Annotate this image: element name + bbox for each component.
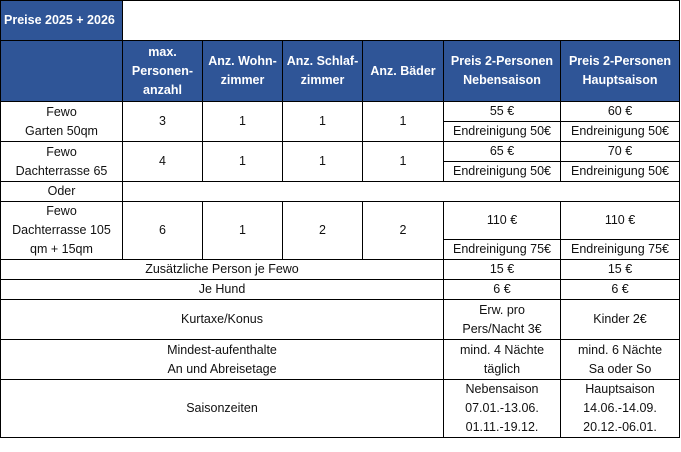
header-price-high-season: Preis 2-Personen Hauptsaison [561, 41, 680, 102]
unit-living-rooms: 1 [203, 202, 283, 260]
unit-bathrooms: 2 [363, 202, 444, 260]
price-high-season: 60 € [561, 102, 680, 122]
cleaning-off-season: Endreinigung 75€ [444, 240, 561, 260]
table-row [1, 300, 680, 340]
seasons-high: Hauptsaison 14.06.-14.09. 20.12.-06.01. [561, 380, 680, 438]
unit-bathrooms: 1 [363, 142, 444, 182]
kurtaxe-adults: Erw. pro Pers/Nacht 3€ [444, 300, 561, 340]
unit-persons: 6 [123, 202, 203, 260]
extra-person-off-season: 15 € [444, 260, 561, 280]
price-off-season: 55 € [444, 102, 561, 122]
unit-bedrooms: 2 [283, 202, 363, 260]
cleaning-high-season: Endreinigung 50€ [561, 162, 680, 182]
cleaning-off-season: Endreinigung 50€ [444, 162, 561, 182]
dog-label: Je Hund [1, 280, 444, 300]
table-title: Preise 2025 + 2026 [1, 1, 123, 41]
kurtaxe-label: Kurtaxe/Konus [1, 300, 444, 340]
price-high-season: 70 € [561, 142, 680, 162]
min-stay-high-season: mind. 6 Nächte Sa oder So [561, 340, 680, 380]
oder-label: Oder [1, 182, 123, 202]
kurtaxe-children: Kinder 2€ [561, 300, 680, 340]
price-off-season: 65 € [444, 142, 561, 162]
unit-persons: 4 [123, 142, 203, 182]
seasons-label: Saisonzeiten [1, 380, 444, 438]
unit-living-rooms: 1 [203, 102, 283, 142]
header-bedrooms: Anz. Schlaf- zimmer [283, 41, 363, 102]
header-bathrooms: Anz. Bäder [363, 41, 444, 102]
table-row [1, 340, 680, 380]
min-stay-label: Mindest-aufenthalte An und Abreisetage [1, 340, 444, 380]
table-row [1, 102, 680, 122]
unit-bathrooms: 1 [363, 102, 444, 142]
unit-bedrooms: 1 [283, 102, 363, 142]
unit-persons: 3 [123, 102, 203, 142]
title-empty-cell [123, 1, 680, 41]
dog-high-season: 6 € [561, 280, 680, 300]
table-row [1, 380, 680, 438]
dog-off-season: 6 € [444, 280, 561, 300]
header-living-rooms: Anz. Wohn- zimmer [203, 41, 283, 102]
price-off-season: 110 € [444, 202, 561, 240]
seasons-off: Nebensaison 07.01.-13.06. 01.11.-19.12. [444, 380, 561, 438]
unit-name: Fewo Dachterrasse 65 [1, 142, 123, 182]
unit-bedrooms: 1 [283, 142, 363, 182]
cleaning-high-season: Endreinigung 50€ [561, 122, 680, 142]
unit-name: Fewo Dachterrasse 105 qm + 15qm [1, 202, 123, 260]
unit-living-rooms: 1 [203, 142, 283, 182]
cleaning-high-season: Endreinigung 75€ [561, 240, 680, 260]
cleaning-off-season: Endreinigung 50€ [444, 122, 561, 142]
price-high-season: 110 € [561, 202, 680, 240]
header-unit [1, 41, 123, 102]
table-row [1, 280, 680, 300]
table-row [1, 182, 680, 202]
header-price-off-season: Preis 2-Personen Nebensaison [444, 41, 561, 102]
min-stay-off-season: mind. 4 Nächte täglich [444, 340, 561, 380]
table-row [1, 142, 680, 162]
table-row [1, 260, 680, 280]
unit-name: Fewo Garten 50qm [1, 102, 123, 142]
extra-person-label: Zusätzliche Person je Fewo [1, 260, 444, 280]
extra-person-high-season: 15 € [561, 260, 680, 280]
header-max-persons: max. Personen- anzahl [123, 41, 203, 102]
table-row [1, 202, 680, 240]
oder-empty-cell [123, 182, 680, 202]
